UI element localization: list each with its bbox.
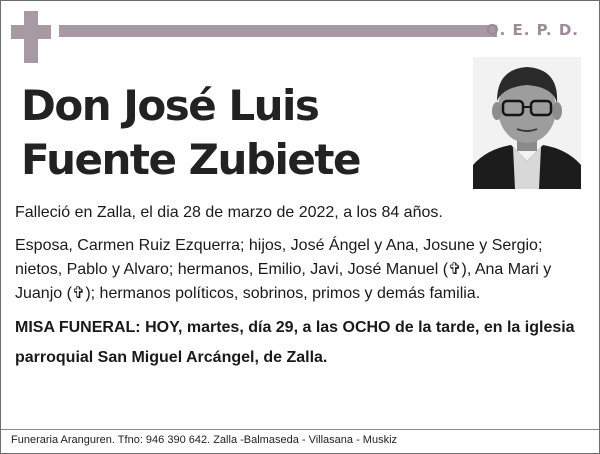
- header-rule: [59, 25, 497, 37]
- name-line-1: Don José Luis: [21, 81, 319, 130]
- obituary-body: [15, 201, 585, 382]
- family-list: Esposa, Carmen Ruiz Ezquerra; hijos, José Ángel y Ana, Josune y Sergio; nietos, Pablo y Alvaro; hermanos, Emilio, Javi, José Manuel (✞), Ana Mari y Juanjo (✞); hermanos políticos, sobrinos, primos y demás familia.: [15, 237, 552, 302]
- portrait-photo: [473, 57, 581, 189]
- portrait-icon: [473, 57, 581, 189]
- funeral-mass: MISA FUNERAL: HOY, martes, día 29, a las OCHO de la tarde, en la iglesia parroquial San Miguel Arcángel, de Zalla.: [15, 319, 575, 366]
- footer-divider: [1, 429, 599, 430]
- cross-icon: [11, 11, 51, 63]
- name-line-2: Fuente Zubiete: [21, 135, 360, 184]
- deceased-name: [21, 79, 461, 187]
- funeral-home-footer: Funeraria Aranguren. Tfno: 946 390 642. Zalla -Balmaseda - Villasana - Muskiz: [11, 434, 398, 446]
- death-notice: Falleció en Zalla, el dia 28 de marzo de 2022, a los 84 años.: [15, 204, 443, 221]
- qepd-label: Q. E. P. D.: [485, 21, 579, 39]
